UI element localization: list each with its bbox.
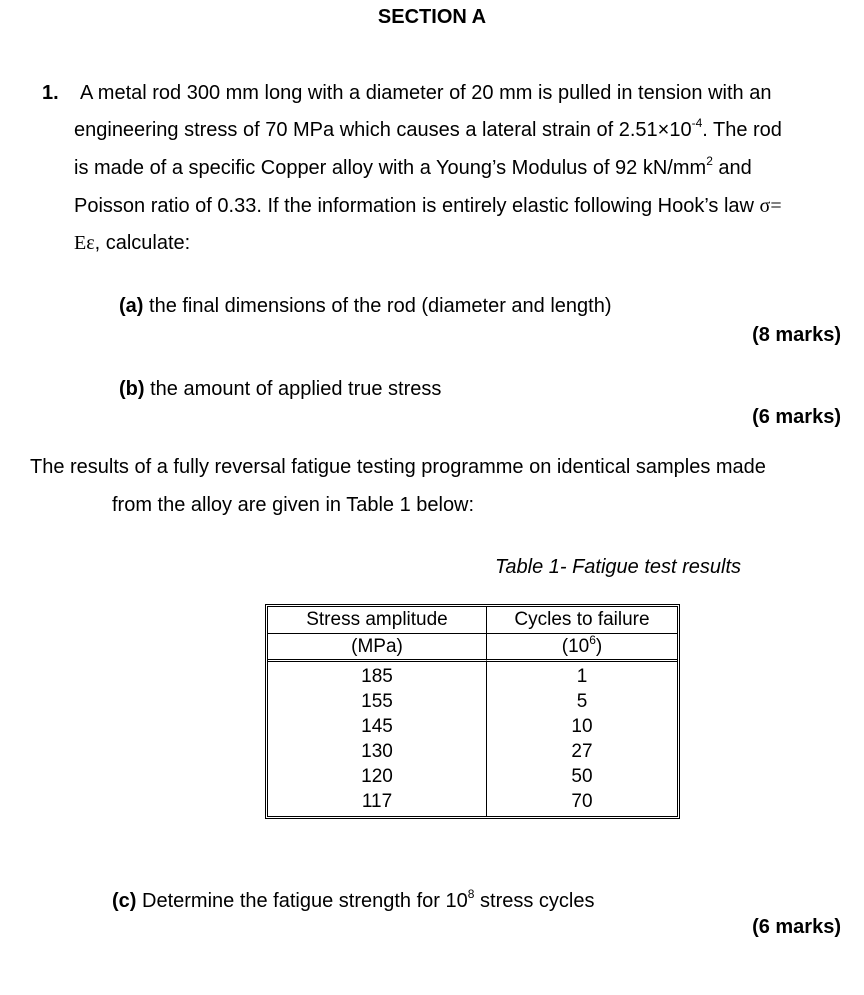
question-line-3-text: is made of a specific Copper alloy with a Young’s Modulus of 92 kN/mm [74, 157, 707, 179]
cycles-cell: 1 [576, 666, 588, 687]
stress-cell: 117 [268, 789, 487, 816]
question-line-2-end: . The rod [702, 119, 782, 141]
header-stress-unit: (MPa) [268, 634, 487, 662]
cycles-unit-close: ) [595, 636, 603, 657]
table-row [268, 689, 677, 714]
table-caption: Table 1- Fatigue test results [495, 556, 742, 578]
question-line-5 [74, 232, 190, 255]
part-a-text: the final dimensions of the rod (diameter and length) [143, 295, 612, 317]
part-c-marks: (6 marks) [752, 916, 841, 938]
part-a-marks: (8 marks) [752, 324, 841, 346]
cycles-cell: 50 [571, 766, 593, 787]
stress-cell: 185 [268, 662, 487, 689]
question-line-2-text: engineering stress of 70 MPa which causes a lateral strain of 2.51×10 [74, 119, 692, 141]
stress-cell: 145 [268, 714, 487, 739]
cycles-cell: 70 [571, 791, 593, 812]
cycles-cell: 27 [571, 741, 593, 762]
cycles-cell: 10 [571, 716, 593, 737]
fatigue-results-table [265, 604, 680, 819]
part-c-exponent: 8 [467, 887, 475, 902]
part-b-label: (b) [119, 378, 145, 400]
hooke-symbol-sigma: σ= [759, 195, 782, 217]
question-line-4 [74, 195, 782, 218]
table-row [268, 789, 677, 816]
header-stress-amplitude: Stress amplitude [268, 607, 487, 634]
fatigue-intro-line-1: The results of a fully reversal fatigue testing programme on identical samples made [30, 456, 766, 478]
part-a [119, 295, 612, 318]
question-line-3 [74, 154, 752, 180]
section-title: SECTION A [377, 6, 487, 28]
table-row [268, 739, 677, 764]
table-header-row-1 [268, 607, 677, 634]
cycles-unit-open: (10 [561, 636, 590, 657]
stress-cell: 130 [268, 739, 487, 764]
question-line-4-text: Poisson ratio of 0.33. If the information is entirely elastic following Hook’s law [74, 195, 760, 217]
part-c-text-end: stress cycles [474, 890, 595, 912]
stress-cell: 155 [268, 689, 487, 714]
modulus-exponent: 2 [706, 154, 713, 169]
cycles-unit-exponent: 6 [589, 632, 596, 647]
header-cycles-unit [487, 634, 677, 662]
table-row [268, 764, 677, 789]
cycles-cell: 5 [576, 691, 588, 712]
table-header-row-2 [268, 634, 677, 662]
strain-exponent: -4 [691, 116, 703, 131]
part-a-label: (a) [119, 295, 144, 317]
fatigue-intro-line-2: from the alloy are given in Table 1 below: [112, 494, 475, 516]
part-b-marks: (6 marks) [752, 406, 841, 428]
header-cycles-to-failure: Cycles to failure [487, 607, 677, 634]
table-row [268, 714, 677, 739]
question-line-2 [74, 116, 782, 142]
question-line-5-text: , calculate: [94, 232, 191, 254]
part-b [119, 378, 441, 401]
part-c-text: Determine the fatigue strength for 10 [136, 890, 468, 912]
table-row [268, 662, 677, 689]
hooke-symbol-e-epsilon: Eε [74, 232, 95, 254]
question-line-1: A metal rod 300 mm long with a diameter of 20 mm is pulled in tension with an [80, 82, 772, 104]
question-number: 1. [42, 82, 59, 104]
stress-cell: 120 [268, 764, 487, 789]
question-line-3-end: and [712, 157, 752, 179]
part-c-label: (c) [112, 890, 137, 912]
part-c [112, 887, 595, 913]
part-b-text: the amount of applied true stress [144, 378, 442, 400]
